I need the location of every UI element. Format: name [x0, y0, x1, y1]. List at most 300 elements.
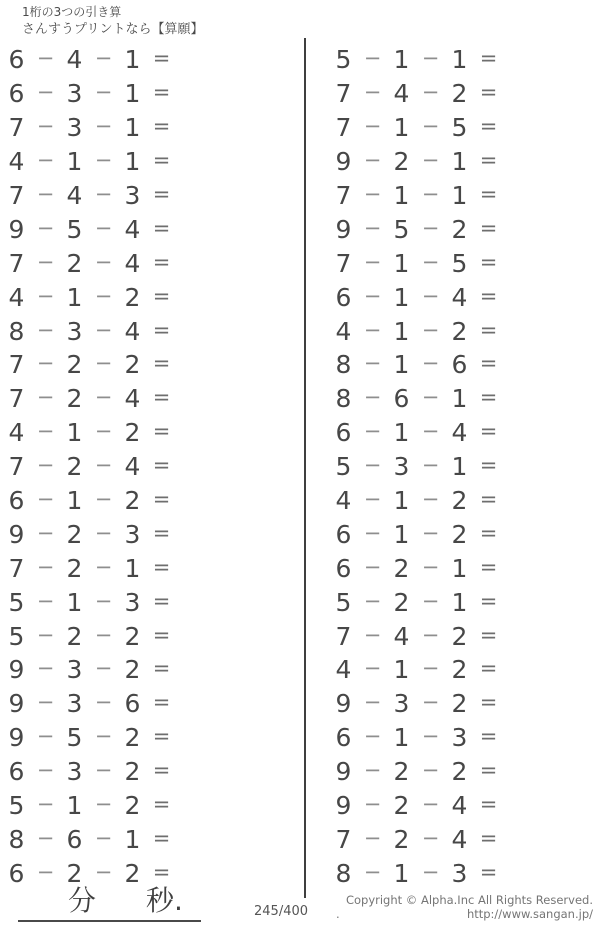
operand-2: 2	[393, 791, 410, 821]
problems-column-right	[329, 43, 509, 890]
operand-2: 1	[393, 316, 410, 346]
operand-1: 6	[8, 45, 25, 75]
operand-1: 6	[8, 79, 25, 109]
minus-sign: −	[36, 249, 55, 274]
worksheet-title: 1桁の3つの引き算	[22, 5, 122, 19]
operand-2: 1	[66, 282, 83, 312]
equals-sign: =	[152, 724, 171, 749]
equals-sign: =	[152, 656, 171, 681]
problem-row	[2, 77, 182, 111]
problem-row	[329, 43, 509, 77]
operand-1: 6	[335, 553, 352, 583]
minus-sign: −	[94, 792, 113, 817]
problem-row	[329, 77, 509, 111]
operand-1: 9	[8, 519, 25, 549]
operand-3: 4	[124, 214, 141, 244]
equals-sign: =	[479, 351, 498, 376]
operand-2: 3	[66, 113, 83, 143]
minus-sign: −	[363, 148, 382, 173]
operand-3: 2	[451, 486, 468, 516]
operand-2: 1	[66, 147, 83, 177]
operand-3: 2	[124, 282, 141, 312]
worksheet-subtitle: さんすうプリントなら【算願】	[22, 22, 204, 37]
problem-row	[2, 517, 182, 551]
operand-2: 2	[393, 757, 410, 787]
problem-row	[2, 111, 182, 145]
operand-1: 7	[8, 452, 25, 482]
operand-2: 6	[66, 824, 83, 854]
minus-sign: −	[363, 690, 382, 715]
operand-2: 1	[393, 723, 410, 753]
operand-3: 4	[451, 791, 468, 821]
operand-3: 1	[451, 181, 468, 210]
operand-1: 9	[335, 147, 352, 177]
operand-2: 3	[66, 757, 83, 787]
operand-2: 2	[66, 858, 83, 888]
problem-row	[2, 619, 182, 653]
operand-1: 7	[335, 181, 352, 210]
minus-sign: −	[94, 825, 113, 850]
equals-sign: =	[479, 859, 498, 884]
problem-row	[329, 145, 509, 179]
operand-3: 3	[124, 587, 141, 617]
minus-sign: −	[363, 317, 382, 342]
minus-sign: −	[36, 80, 55, 105]
operand-1: 9	[8, 214, 25, 244]
operand-1: 8	[335, 384, 352, 414]
operand-3: 2	[124, 418, 141, 448]
minus-sign: −	[94, 46, 113, 71]
minus-sign: −	[94, 724, 113, 749]
minus-sign: −	[94, 588, 113, 613]
minus-sign: −	[36, 148, 55, 173]
problem-row	[2, 212, 182, 246]
operand-3: 2	[124, 757, 141, 787]
website-url: http://www.sangan.jp/	[466, 906, 593, 921]
equals-sign: =	[152, 792, 171, 817]
operand-1: 7	[8, 384, 25, 414]
equals-sign: =	[152, 825, 171, 850]
equals-sign: =	[152, 690, 171, 715]
problem-row	[2, 314, 182, 348]
operand-1: 7	[8, 350, 25, 380]
problem-row	[2, 43, 182, 77]
problem-row	[2, 450, 182, 484]
operand-1: 4	[335, 316, 352, 346]
operand-1: 4	[8, 282, 25, 312]
minus-sign: −	[363, 351, 382, 376]
problem-row	[2, 755, 182, 789]
equals-sign: =	[479, 758, 498, 783]
equals-sign: =	[479, 724, 498, 749]
operand-1: 8	[335, 858, 352, 888]
operand-2: 4	[66, 181, 83, 210]
equals-sign: =	[152, 520, 171, 545]
equals-sign: =	[152, 859, 171, 884]
operand-1: 8	[8, 316, 25, 346]
operand-2: 3	[393, 689, 410, 719]
problem-row	[329, 382, 509, 416]
minus-sign: −	[36, 588, 55, 613]
problem-row	[2, 484, 182, 518]
operand-1: 7	[8, 553, 25, 583]
operand-2: 5	[66, 214, 83, 244]
operand-2: 2	[393, 587, 410, 617]
operand-3: 1	[124, 553, 141, 583]
problem-row	[2, 416, 182, 450]
equals-sign: =	[479, 114, 498, 139]
minus-sign: −	[363, 656, 382, 681]
minus-sign: −	[94, 182, 113, 206]
operand-1: 5	[335, 452, 352, 482]
minus-sign: −	[421, 554, 440, 579]
operand-3: 2	[124, 791, 141, 821]
problem-row	[2, 687, 182, 721]
operand-3: 2	[124, 723, 141, 753]
operand-3: 5	[451, 248, 468, 278]
operand-1: 6	[335, 282, 352, 312]
problem-row	[329, 348, 509, 382]
equals-sign: =	[152, 385, 171, 410]
equals-sign: =	[479, 520, 498, 545]
problem-row	[329, 551, 509, 585]
equals-sign: =	[479, 80, 498, 105]
minus-sign: −	[363, 859, 382, 884]
equals-sign: =	[152, 453, 171, 478]
equals-sign: =	[479, 554, 498, 579]
operand-1: 6	[335, 723, 352, 753]
equals-sign: =	[152, 351, 171, 376]
problem-row	[329, 416, 509, 450]
minus-sign: −	[94, 419, 113, 444]
problem-row	[2, 551, 182, 585]
minus-sign: −	[36, 453, 55, 478]
operand-3: 5	[451, 113, 468, 143]
operand-1: 9	[8, 723, 25, 753]
operand-1: 5	[335, 587, 352, 617]
operand-3: 4	[124, 316, 141, 346]
equals-sign: =	[479, 622, 498, 647]
minus-sign: −	[421, 792, 440, 817]
equals-sign: =	[152, 317, 171, 342]
operand-3: 1	[451, 147, 468, 177]
operand-1: 7	[335, 824, 352, 854]
operand-1: 9	[8, 689, 25, 719]
operand-3: 1	[451, 384, 468, 414]
problem-row	[329, 314, 509, 348]
equals-sign: =	[479, 317, 498, 342]
minus-sign: −	[363, 215, 382, 240]
minus-sign: −	[36, 724, 55, 749]
operand-2: 6	[393, 384, 410, 414]
minus-sign: −	[421, 80, 440, 105]
operand-3: 4	[124, 384, 141, 414]
equals-sign: =	[479, 690, 498, 715]
operand-3: 1	[451, 45, 468, 75]
problem-row	[329, 653, 509, 687]
equals-sign: =	[152, 114, 171, 139]
operand-2: 4	[66, 45, 83, 75]
operand-1: 7	[8, 181, 25, 210]
operand-2: 3	[66, 79, 83, 109]
operand-2: 2	[66, 350, 83, 380]
minus-sign: −	[421, 453, 440, 478]
problem-row	[2, 721, 182, 755]
minus-sign: −	[421, 385, 440, 410]
equals-sign: =	[152, 283, 171, 308]
minus-sign: −	[363, 520, 382, 545]
operand-2: 1	[66, 486, 83, 516]
operand-2: 1	[393, 655, 410, 685]
operand-3: 3	[451, 858, 468, 888]
operand-3: 4	[451, 824, 468, 854]
operand-1: 4	[335, 486, 352, 516]
page-number: 245/400	[254, 904, 309, 919]
minus-sign: −	[363, 419, 382, 444]
problem-row	[2, 280, 182, 314]
operand-3: 2	[451, 655, 468, 685]
operand-2: 2	[66, 621, 83, 651]
operand-2: 1	[393, 45, 410, 75]
operand-1: 7	[335, 113, 352, 143]
equals-sign: =	[479, 148, 498, 173]
equals-sign: =	[479, 792, 498, 817]
minus-sign: −	[94, 554, 113, 579]
equals-sign: =	[479, 588, 498, 613]
minus-sign: −	[363, 453, 382, 478]
minus-sign: −	[36, 351, 55, 376]
minus-sign: −	[36, 114, 55, 139]
minus-sign: −	[363, 385, 382, 410]
operand-2: 1	[393, 519, 410, 549]
seconds-label: 秒.	[146, 884, 183, 917]
problem-row	[2, 653, 182, 687]
minus-sign: −	[94, 690, 113, 715]
minus-sign: −	[421, 46, 440, 71]
operand-2: 1	[393, 181, 410, 210]
minus-sign: −	[363, 792, 382, 817]
operand-3: 2	[124, 350, 141, 380]
minus-sign: −	[363, 182, 382, 206]
minus-sign: −	[36, 520, 55, 545]
equals-sign: =	[152, 215, 171, 240]
minus-sign: −	[421, 690, 440, 715]
minus-sign: −	[36, 690, 55, 715]
operand-2: 1	[66, 587, 83, 617]
equals-sign: =	[152, 758, 171, 783]
operand-3: 1	[451, 452, 468, 482]
problem-row	[329, 111, 509, 145]
operand-1: 7	[335, 248, 352, 278]
operand-3: 6	[124, 689, 141, 719]
operand-3: 3	[124, 181, 141, 210]
minus-sign: −	[421, 487, 440, 512]
operand-1: 9	[335, 791, 352, 821]
operand-2: 3	[66, 316, 83, 346]
minus-sign: −	[36, 419, 55, 444]
operand-3: 2	[451, 79, 468, 109]
operand-1: 6	[8, 757, 25, 787]
minus-sign: −	[363, 758, 382, 783]
problem-row	[329, 450, 509, 484]
operand-3: 2	[124, 655, 141, 685]
operand-2: 1	[393, 113, 410, 143]
minus-sign: −	[421, 182, 440, 206]
equals-sign: =	[479, 385, 498, 410]
minus-sign: −	[94, 114, 113, 139]
equals-sign: =	[479, 215, 498, 240]
operand-2: 1	[66, 791, 83, 821]
operand-3: 3	[451, 723, 468, 753]
minus-sign: −	[94, 351, 113, 376]
minus-sign: −	[36, 622, 55, 647]
equals-sign: =	[152, 419, 171, 444]
minus-sign: −	[363, 283, 382, 308]
operand-2: 2	[66, 248, 83, 278]
minus-sign: −	[36, 656, 55, 681]
operand-1: 5	[8, 621, 25, 651]
minus-sign: −	[363, 46, 382, 71]
minus-sign: −	[36, 215, 55, 240]
minus-sign: −	[421, 215, 440, 240]
operand-3: 1	[451, 587, 468, 617]
column-divider	[304, 38, 306, 898]
problem-row	[329, 484, 509, 518]
copyright-block	[336, 894, 593, 922]
problem-row	[329, 856, 509, 890]
problem-row	[2, 246, 182, 280]
minus-sign: −	[363, 554, 382, 579]
operand-3: 1	[124, 79, 141, 109]
operand-3: 2	[451, 519, 468, 549]
minus-sign: −	[36, 385, 55, 410]
minus-sign: −	[94, 80, 113, 105]
problem-row	[329, 246, 509, 280]
operand-3: 2	[451, 214, 468, 244]
operand-2: 2	[393, 824, 410, 854]
minus-sign: −	[421, 622, 440, 647]
problem-row	[2, 585, 182, 619]
operand-1: 4	[335, 655, 352, 685]
operand-2: 2	[66, 452, 83, 482]
minus-sign: −	[94, 453, 113, 478]
minus-sign: −	[36, 554, 55, 579]
operand-2: 2	[66, 519, 83, 549]
operand-1: 8	[8, 824, 25, 854]
operand-2: 3	[66, 689, 83, 719]
minus-sign: −	[363, 825, 382, 850]
minus-sign: −	[36, 182, 55, 206]
equals-sign: =	[479, 249, 498, 274]
operand-2: 3	[393, 452, 410, 482]
problem-row	[329, 179, 509, 213]
operand-2: 1	[393, 248, 410, 278]
operand-2: 4	[393, 621, 410, 651]
minus-sign: −	[421, 859, 440, 884]
minus-sign: −	[94, 385, 113, 410]
worksheet-header	[22, 5, 203, 38]
minus-sign: −	[421, 758, 440, 783]
operand-3: 1	[451, 553, 468, 583]
minus-sign: −	[363, 249, 382, 274]
equals-sign: =	[152, 554, 171, 579]
operand-2: 1	[393, 282, 410, 312]
equals-sign: =	[479, 419, 498, 444]
operand-1: 7	[8, 248, 25, 278]
minus-sign: −	[421, 656, 440, 681]
operand-1: 6	[8, 486, 25, 516]
minus-sign: −	[363, 622, 382, 647]
equals-sign: =	[479, 182, 498, 206]
operand-2: 5	[66, 723, 83, 753]
operand-2: 1	[393, 350, 410, 380]
minus-sign: −	[363, 487, 382, 512]
problem-row	[329, 687, 509, 721]
operand-1: 7	[335, 621, 352, 651]
minus-sign: −	[421, 114, 440, 139]
operand-3: 1	[124, 113, 141, 143]
operand-3: 3	[124, 519, 141, 549]
minutes-label: 分	[68, 884, 97, 917]
minus-sign: −	[363, 114, 382, 139]
equals-sign: =	[152, 249, 171, 274]
minus-sign: −	[94, 758, 113, 783]
equals-sign: =	[152, 487, 171, 512]
operand-1: 9	[335, 214, 352, 244]
operand-2: 2	[66, 553, 83, 583]
minus-sign: −	[363, 80, 382, 105]
problem-row	[329, 755, 509, 789]
operand-2: 1	[393, 486, 410, 516]
minus-sign: −	[94, 487, 113, 512]
minus-sign: −	[94, 622, 113, 647]
equals-sign: =	[152, 46, 171, 71]
operand-3: 1	[124, 45, 141, 75]
problem-row	[2, 145, 182, 179]
operand-2: 3	[66, 655, 83, 685]
minus-sign: −	[421, 419, 440, 444]
minus-sign: −	[363, 724, 382, 749]
minus-sign: −	[421, 588, 440, 613]
equals-sign: =	[479, 656, 498, 681]
operand-2: 5	[393, 214, 410, 244]
problem-row	[2, 382, 182, 416]
operand-3: 2	[124, 858, 141, 888]
minus-sign: −	[36, 317, 55, 342]
operand-1: 5	[8, 587, 25, 617]
minus-sign: −	[94, 148, 113, 173]
operand-2: 1	[393, 418, 410, 448]
problem-row	[329, 517, 509, 551]
problem-row	[329, 721, 509, 755]
problem-row	[329, 280, 509, 314]
equals-sign: =	[152, 622, 171, 647]
minus-sign: −	[421, 825, 440, 850]
operand-2: 1	[393, 858, 410, 888]
minus-sign: −	[421, 724, 440, 749]
operand-1: 6	[335, 519, 352, 549]
operand-2: 1	[66, 418, 83, 448]
minus-sign: −	[36, 758, 55, 783]
equals-sign: =	[152, 148, 171, 173]
minus-sign: −	[421, 283, 440, 308]
minus-sign: −	[36, 792, 55, 817]
equals-sign: =	[479, 453, 498, 478]
minus-sign: −	[36, 825, 55, 850]
copyright-period: .	[336, 906, 340, 921]
operand-2: 2	[393, 147, 410, 177]
operand-3: 2	[451, 621, 468, 651]
